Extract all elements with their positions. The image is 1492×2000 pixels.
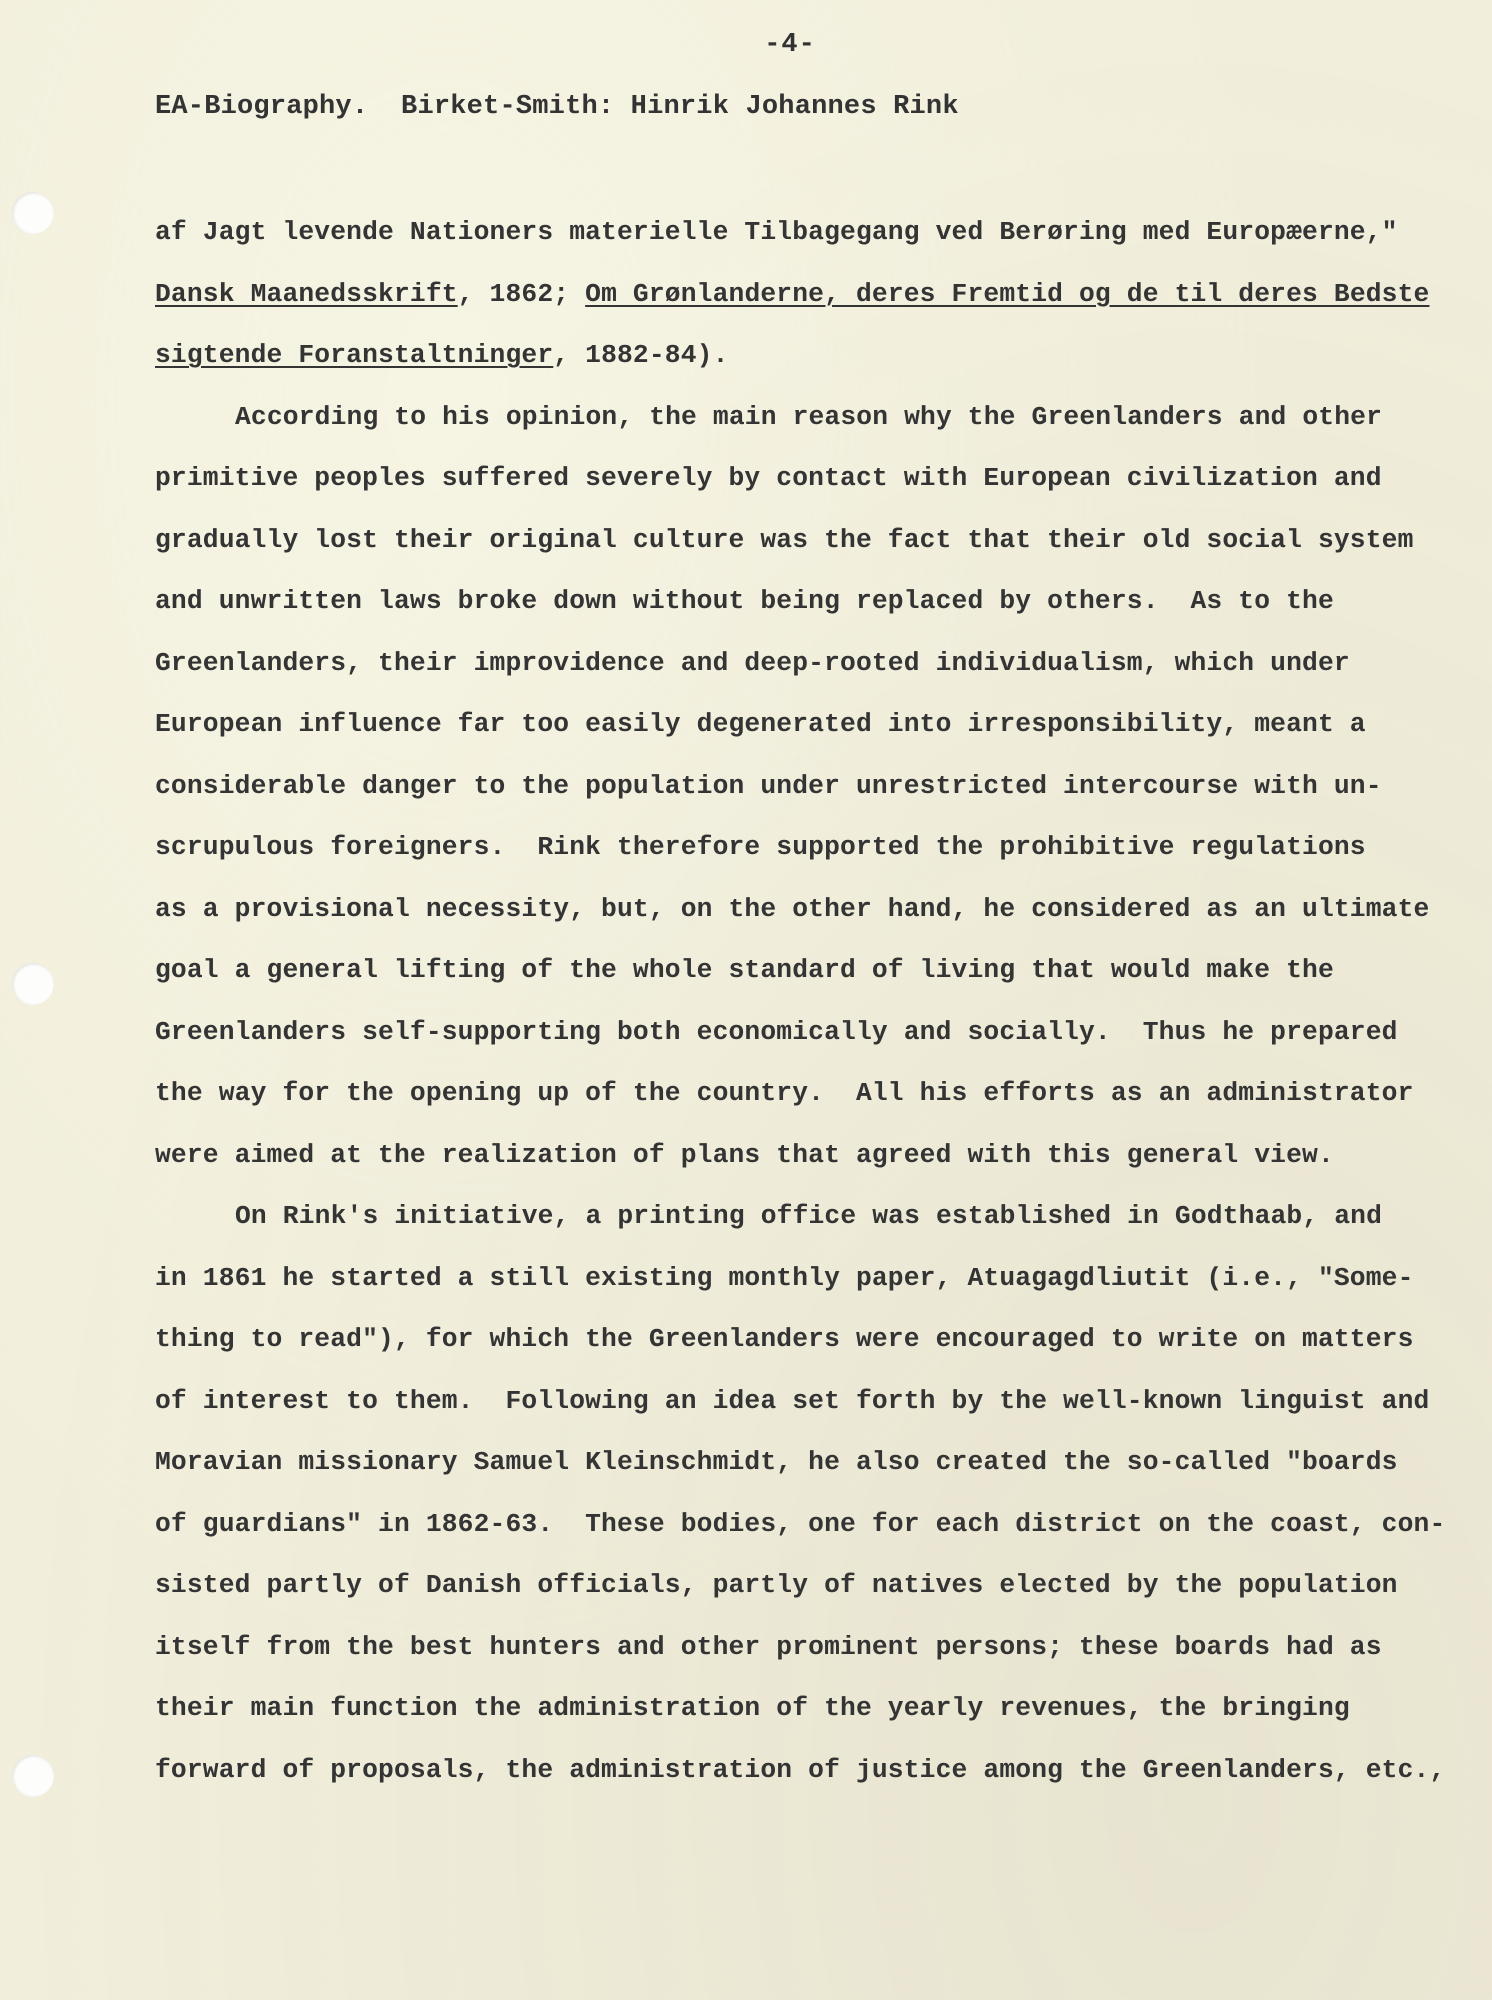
text-line: the way for the opening up of the country. All his efforts as an administrator [155, 1078, 1414, 1108]
text-span: , 1882-84). [553, 340, 729, 370]
text-line: Greenlanders, their improvidence and deep-rooted individualism, which under [155, 647, 1350, 678]
underlined-title: Om Grønlanderne, deres Fremtid og de til deres Bedste [585, 278, 1430, 309]
text-line: goal a general lifting of the whole standard of living that would make the [155, 955, 1334, 985]
underlined-title: sigtende Foranstaltninger [155, 340, 554, 370]
text-line: considerable danger to the population under unrestricted intercourse with un- [155, 770, 1382, 801]
text-line: thing to read"), for which the Greenlanders were encouraged to write on matters [155, 1324, 1414, 1354]
paragraph-start-line: On Rink's initiative, a printing office was established in Godthaab, and [235, 1201, 1383, 1231]
punch-hole-middle [12, 963, 54, 1005]
text-line: Moravian missionary Samuel Kleinschmidt, he also created the so-called "boards [155, 1447, 1398, 1477]
text-line [155, 335, 1395, 397]
text-line: Greenlanders self-supporting both economically and socially. Thus he prepared [155, 1016, 1398, 1047]
text-line: af Jagt levende Nationers materielle Tilbagegang ved Berøring med Europæerne," [155, 217, 1398, 247]
page-number: -4- [764, 30, 816, 60]
punch-hole-top [12, 192, 54, 234]
text-line: itself from the best hunters and other prominent persons; these boards had as [155, 1631, 1382, 1662]
running-header: EA-Biography. Birket-Smith: Hinrik Johannes Rink [155, 92, 959, 122]
text-line: were aimed at the realization of plans that agreed with this general view. [155, 1139, 1334, 1170]
text-line: primitive peoples suffered severely by contact with European civilization and [155, 463, 1382, 493]
text-line: European influence far too easily degenerated into irresponsibility, meant a [155, 709, 1366, 739]
text-line: and unwritten laws broke down without being replaced by others. As to the [155, 586, 1334, 616]
text-line: of interest to them. Following an idea set forth by the well-known linguist and [155, 1385, 1430, 1416]
text-line: forward of proposals, the administration of justice among the Greenlanders, etc., [155, 1754, 1446, 1785]
text-line: sisted partly of Danish officials, partly of natives elected by the population [155, 1570, 1398, 1600]
text-line: in 1861 he started a still existing monthly paper, Atuagagdliutit (i.e., "Some- [155, 1262, 1414, 1293]
text-line: scrupulous foreigners. Rink therefore supported the prohibitive regulations [155, 832, 1366, 862]
paragraph-start-line: According to his opinion, the main reason why the Greenlanders and other [235, 401, 1383, 432]
text-line: gradually lost their original culture was the fact that their old social system [155, 524, 1414, 555]
text-line [155, 274, 1430, 336]
text-span: , 1862; [457, 278, 586, 309]
text-line: as a provisional necessity, but, on the other hand, he considered as an ultimate [155, 893, 1430, 924]
body-text [155, 212, 1446, 1811]
text-line: of guardians" in 1862-63. These bodies, one for each district on the coast, con- [155, 1508, 1446, 1539]
punch-hole-bottom [12, 1755, 54, 1797]
underlined-title: Dansk Maanedsskrift [155, 278, 458, 309]
text-line: their main function the administration of the yearly revenues, the bringing [155, 1693, 1350, 1723]
